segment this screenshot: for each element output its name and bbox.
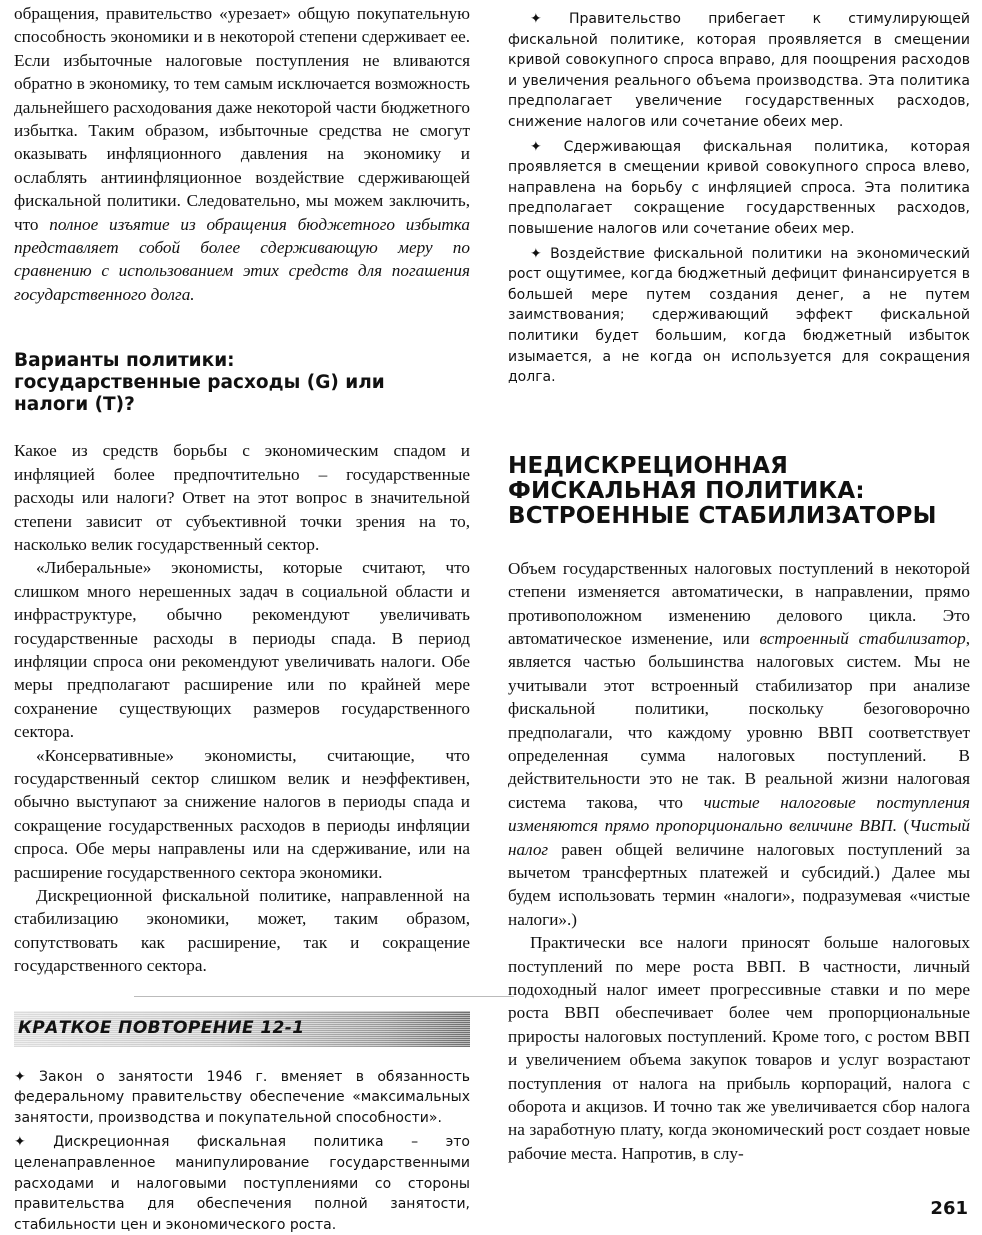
summary-item-3: ✦ Правительство прибегает к стимулирующей фискальной политике, которая проявляется в смещении кривой совокупного спроса вправо, для поощрения расходов и увеличения реального объема производства. Эта политика предполагает увеличение государственных расходов, снижение налогов или сочетание обеих мер. [508,11,970,130]
summary-item-4: ✦ Сдерживающая фискальная политика, которая проявляется в смещении кривой совокупного спроса влево, направлена на борьбу с инфляцией спроса. Эта политика предполагает сокращение государственных расходов, повышение налогов или сочетание обеих мер. [508,138,970,237]
paragraph-5-italic-d: чистые налоговые поступления изменяются прямо пропорционально величине ВВП. [508,792,971,836]
right-column [508,0,970,1165]
paragraph-intro-italic: полное изъятие из обращения бюджетного избытка представляет собой более сдерживающую меру по сравнению с использованием этих средств для погашения государственного долга. [14,214,470,304]
summary-item-1: ✦ Закон о занятости 1946 г. вменяет в обязанность федеральному правительству обеспечение «максимальных занятости, производства и покупательной способности». [14,1068,470,1126]
paragraph-4: Дискреционной фискальной политике, направленной на стабилизацию экономики, может, таким образом, сопутствовать как расширение, так и сокращение государственного сектора. [14,886,470,976]
paragraph-5-text-c: , является частью большинства налоговых систем. Мы не учитывали этот встроенный стабилизатор при анализе фискальной политики, поскольку безоговорочно предполагали, что каждому уровню ВВП соответствует определенная сумма налоговых поступлений. В действительности это не так. В реальной жизни налоговая система такова, что [508,628,970,812]
section-heading-built-in-stabilizers: НЕДИСКРЕЦИОННАЯ ФИСКАЛЬНАЯ ПОЛИТИКА: ВСТРОЕННЫЕ СТАБИЛИЗАТОРЫ [508,452,937,529]
paragraph-1: Какое из средств борьбы с экономическим спадом и инфляцией более предпочтительно – государственные расходы или налоги? Ответ на этот вопрос в значительной степени зависит от субъективной точки зрения на то, насколько велик государственный сектор. [14,441,470,554]
paragraph-2: «Либеральные» экономисты, которые считают, что слишком много нерешенных задач в социальной области и инфраструктуре, обычно рекомендуют увеличивать государственные расходы в периоды спада. В период инфляции спроса они рекомендуют увеличивать налоги. Обе меры предполагают расширение или по крайней мере сохранение существующих размеров государственного сектора. [14,558,470,742]
divider [134,996,514,997]
summary-banner-title: КРАТКОЕ ПОВТОРЕНИЕ 12-1 [18,1017,305,1038]
paragraph-6: Практически все налоги приносят больше налоговых поступлений по мере роста ВВП. В частности, личный подоходный налог имеет прогрессивные ставки и по мере роста ВВП обеспечивает более чем пропорциональные приросты налоговых поступлений. Кроме того, с ростом ВВП и увеличением объема закупок товаров и услуг возрастают поступления от налога на прибыль корпораций, налога с оборота и акцизов. И точно так же увеличивается сбор налога на заработную плату, когда экономический рост создает новые рабочие места. Напротив, в слу- [508,933,970,1163]
summary-item-5: ✦ Воздействие фискальной политики на экономический рост ощутимее, когда бюджетный дефицит финансируется в большей мере путем создания денег, а не путем заимствования; сдерживающий эффект фискальной политики будет большим, когда бюджетный избыток изымается, а не когда он используется для сокращения долга. [508,245,970,386]
paragraph-5-text-a: Объем государственных налоговых поступлений в некоторой степени изменяется автоматически, в направлении, прямо противоположном изменению делового цикла. Это автоматическое изменение, или [508,558,970,648]
page-number: 261 [930,1198,968,1219]
summary-banner [14,1011,470,1047]
paragraph-5-text-e: ( [897,816,910,836]
paragraph-5 [508,557,970,932]
section-heading-policy-options: Варианты политики: государственные расходы (G) или налоги (T)? [14,350,385,416]
paragraph-intro [14,2,470,306]
left-column [14,0,470,1235]
paragraph-5-text-g: равен общей величине налоговых поступлений за вычетом трансфертных платежей и субсидий.) Далее мы будем использовать термин «налоги», подразумевая «чистые налоги».) [508,839,970,929]
summary-item-2: ✦ Дискреционная фискальная политика – это целенаправленное манипулирование государственными расходами и налоговыми поступлениями со стороны правительства для обеспечения полной занятости, стабильности цен и экономического роста. [14,1134,470,1233]
term-built-in-stabilizer: встроенный стабилизатор [759,628,966,648]
paragraph-3: «Консервативные» экономисты, считающие, что государственный сектор слишком велик и неэффективен, обычно выступают за снижение налогов в периоды спада и сокращение государственных расходов в периоды инфляции спроса. Обе меры направлены или на сдерживание, или на расширение государственного сектора экономики. [14,745,470,882]
paragraph-intro-text: обращения, правительство «урезает» общую покупательную способность экономики и в некоторой степени сдерживает ее. Если избыточные налоговые поступления не вливаются обратно в экономику, то тем самым исключается возможность дальнейшего расходования даже некоторой части бюджетного избытка. Таким образом, избыточные средства не смогут оказывать инфляционного давления на экономику и ослаблять антиинфляционное воздействие сдерживающей фискальной политики. Следовательно, мы можем заключить, что [14,4,470,234]
term-net-tax: Чистый налог [508,816,970,859]
